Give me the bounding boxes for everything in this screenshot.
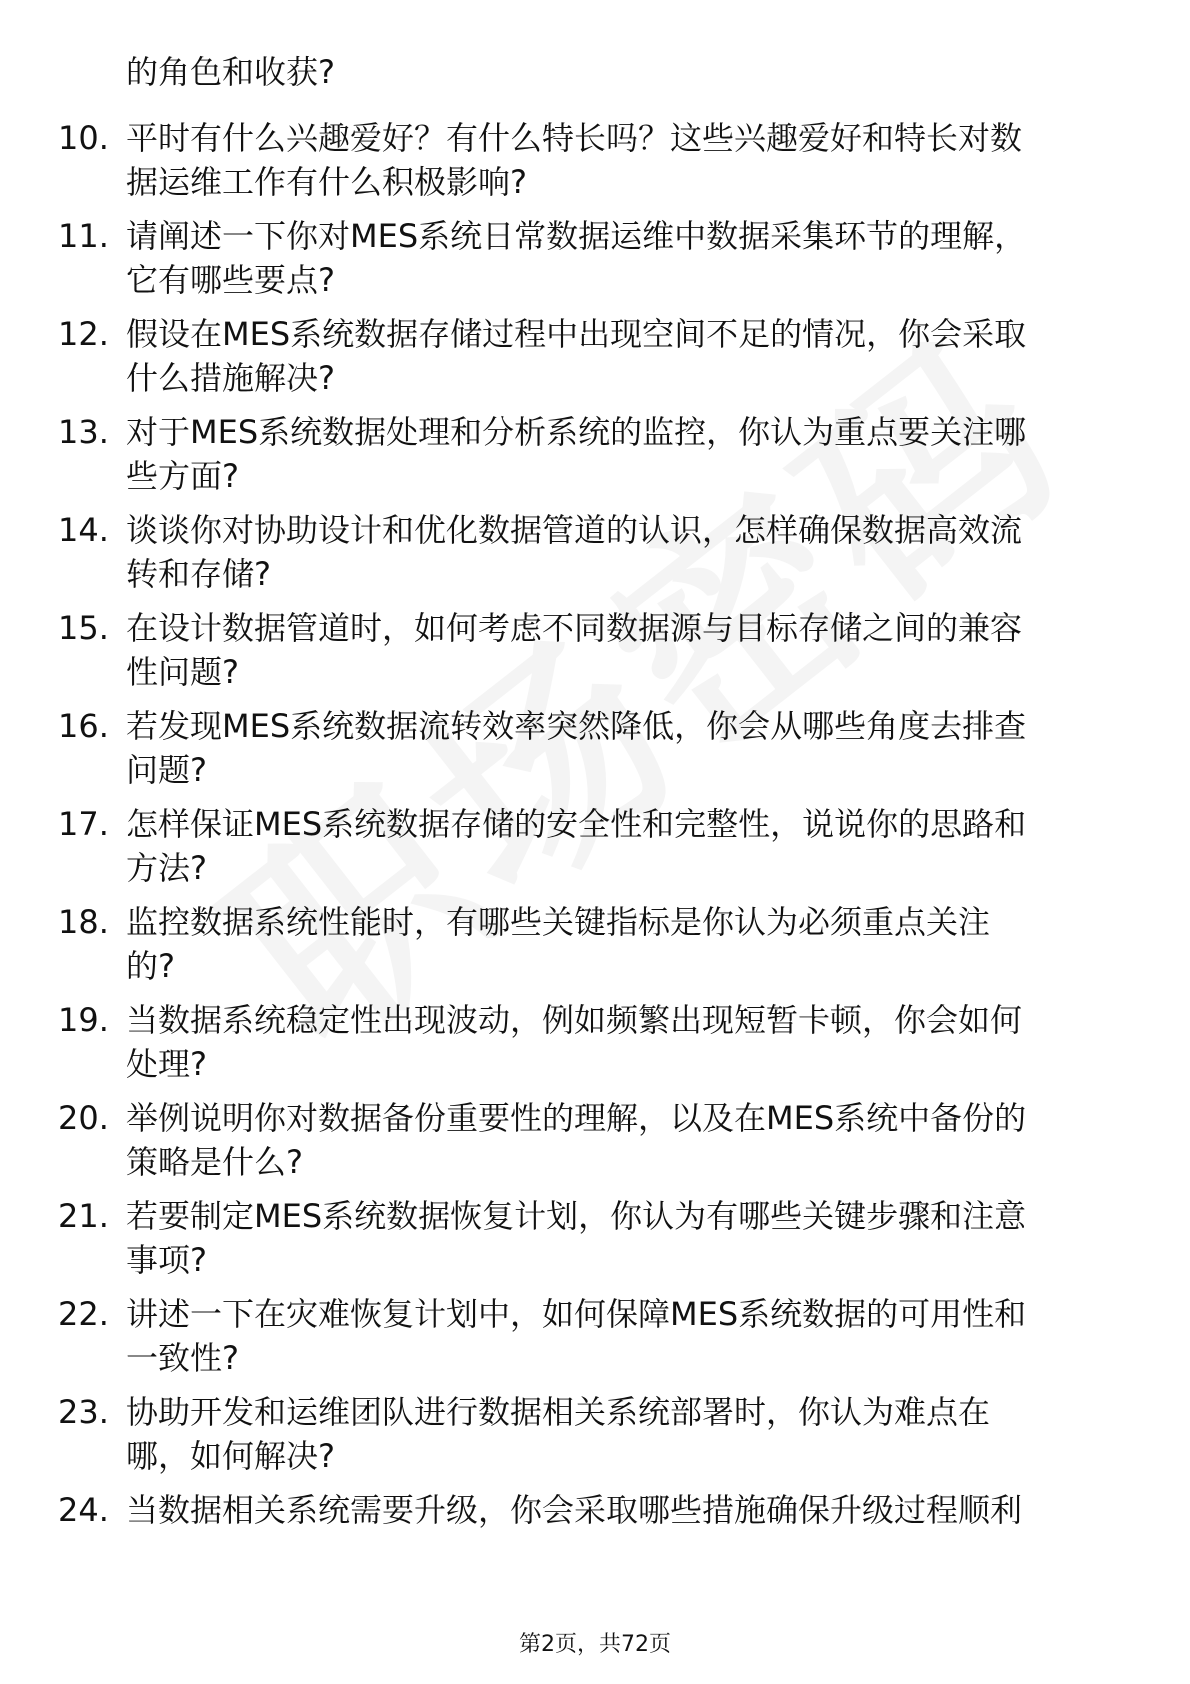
question-list — [0, 98, 1190, 1568]
question-item — [0, 294, 1190, 397]
question-number: 18. — [58, 903, 109, 941]
page-footer: 第2页，共72页 — [519, 1632, 671, 1657]
question-number: 12. — [58, 315, 109, 353]
question-item — [0, 1176, 1190, 1279]
question-text: 讲述一下在灾难恢复计划中，如何保障MES系统数据的可用性和 一致性? — [126, 1295, 1027, 1377]
question-item — [0, 882, 1190, 985]
question-number: 11. — [58, 217, 109, 255]
continuation-line: 的角色和收获? — [126, 53, 335, 91]
question-text: 假设在MES系统数据存储过程中出现空间不足的情况，你会采取 什么措施解决? — [126, 315, 1027, 397]
question-number: 20. — [58, 1099, 109, 1137]
question-text: 平时有什么兴趣爱好？有什么特长吗？这些兴趣爱好和特长对数 据运维工作有什么积极影响? — [126, 119, 1023, 201]
question-item — [0, 686, 1190, 789]
question-item — [0, 490, 1190, 593]
question-text: 协助开发和运维团队进行数据相关系统部署时，你认为难点在 哪，如何解决? — [126, 1393, 991, 1475]
question-text: 若要制定MES系统数据恢复计划，你认为有哪些关键步骤和注意 事项? — [126, 1197, 1027, 1279]
question-text: 监控数据系统性能时，有哪些关键指标是你认为必须重点关注 的? — [126, 903, 991, 985]
question-number: 17. — [58, 805, 109, 843]
question-text: 当数据相关系统需要升级，你会采取哪些措施确保升级过程顺利 — [126, 1491, 1023, 1529]
question-number: 21. — [58, 1197, 109, 1235]
question-item — [0, 196, 1190, 299]
question-text: 举例说明你对数据备份重要性的理解，以及在MES系统中备份的 策略是什么? — [126, 1099, 1027, 1181]
question-number: 15. — [58, 609, 109, 647]
question-text: 对于MES系统数据处理和分析系统的监控，你认为重点要关注哪 些方面? — [126, 413, 1027, 495]
question-item — [0, 1470, 1190, 1568]
question-number: 19. — [58, 1001, 109, 1039]
question-text: 当数据系统稳定性出现波动，例如频繁出现短暂卡顿，你会如何 处理? — [126, 1001, 1023, 1083]
question-item — [0, 588, 1190, 691]
question-item — [0, 1372, 1190, 1475]
question-number: 23. — [58, 1393, 109, 1431]
question-number: 14. — [58, 511, 109, 549]
question-text: 谈谈你对协助设计和优化数据管道的认识，怎样确保数据高效流 转和存储? — [126, 511, 1023, 593]
question-number: 10. — [58, 119, 109, 157]
question-text: 请阐述一下你对MES系统日常数据运维中数据采集环节的理解， 它有哪些要点? — [126, 217, 1027, 299]
question-number: 22. — [58, 1295, 109, 1333]
question-number: 13. — [58, 413, 109, 451]
question-item — [0, 980, 1190, 1083]
question-number: 16. — [58, 707, 109, 745]
question-item — [0, 1274, 1190, 1377]
question-item — [0, 1078, 1190, 1181]
question-number: 24. — [58, 1491, 109, 1529]
question-item — [0, 98, 1190, 201]
question-text: 若发现MES系统数据流转效率突然降低，你会从哪些角度去排查 问题? — [126, 707, 1027, 789]
question-item — [0, 392, 1190, 495]
question-item — [0, 784, 1190, 887]
question-text: 在设计数据管道时，如何考虑不同数据源与目标存储之间的兼容 性问题? — [126, 609, 1023, 691]
question-text: 怎样保证MES系统数据存储的安全性和完整性，说说你的思路和 方法? — [126, 805, 1027, 887]
